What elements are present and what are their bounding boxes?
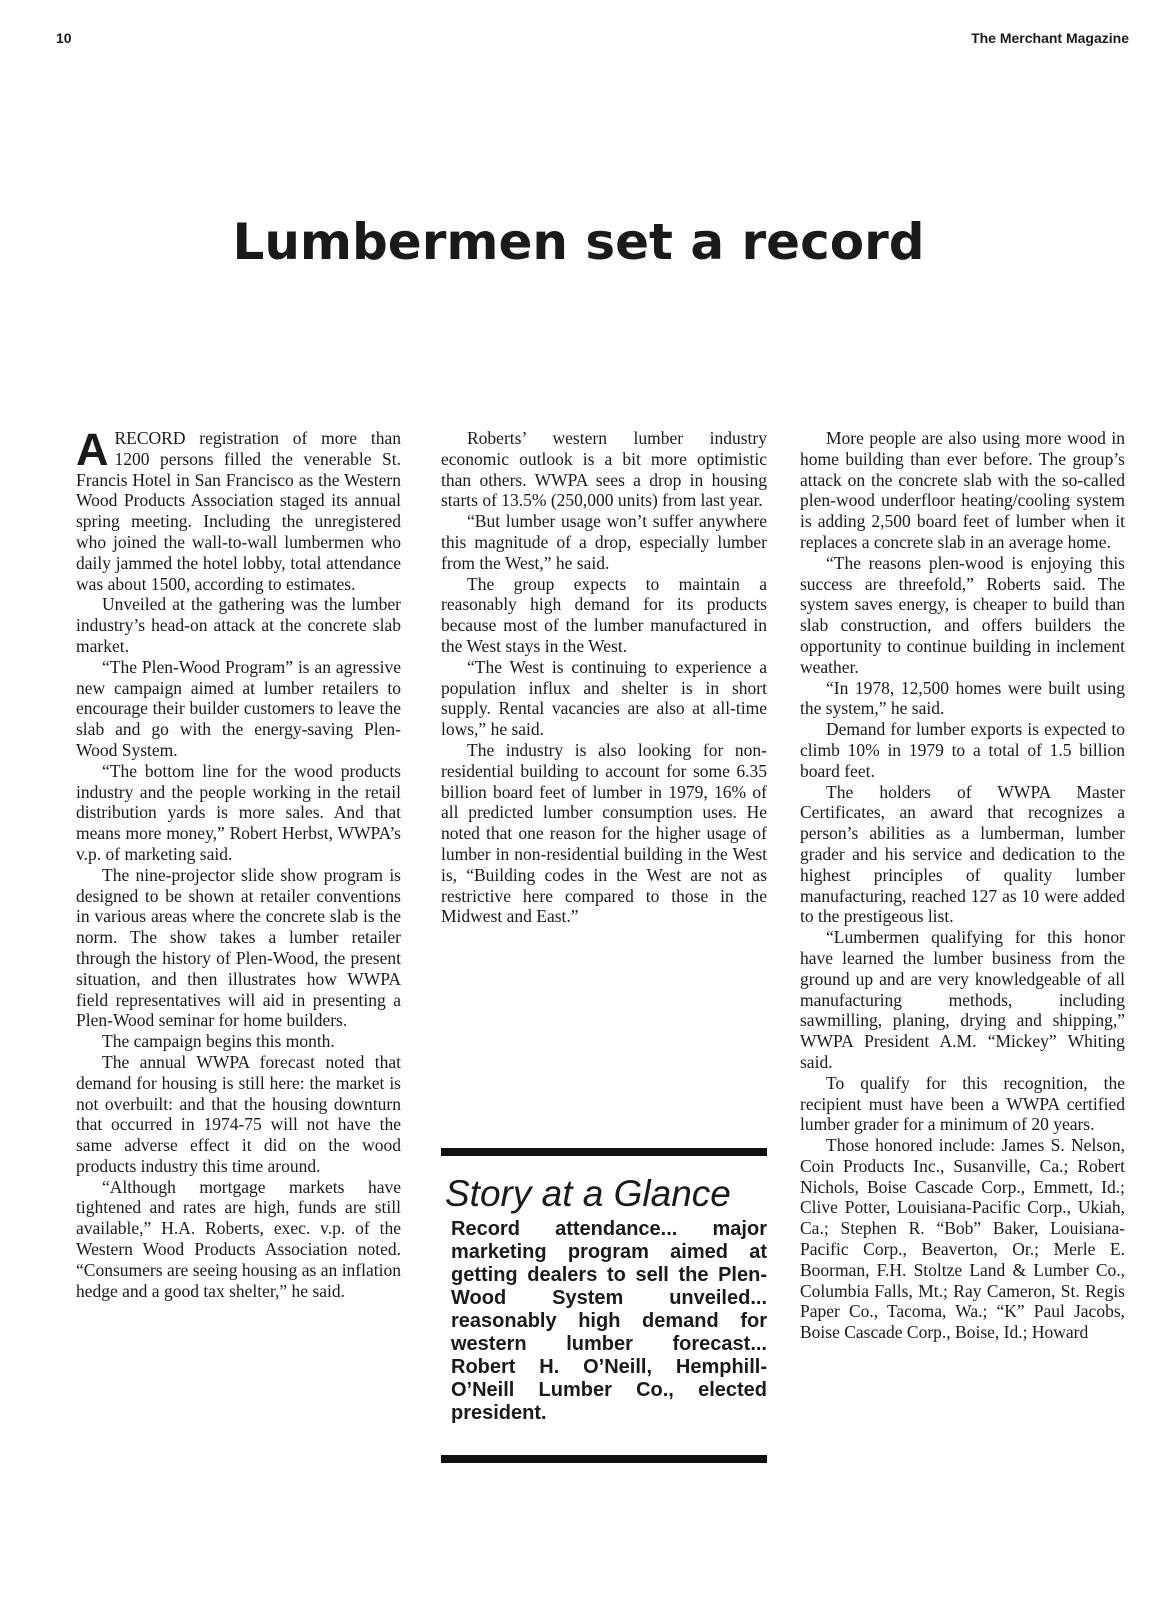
paragraph-text: RECORD registration of more than 1200 persons filled the venerable St. Francis Hotel in San Francisco as the Western Wood Products Association staged its annual spring meeting. Including the unregistered who joined the wall-to-wall lumbermen who daily jammed the hotel lobby, total attendance was about 1500, according to estimates. bbox=[76, 428, 401, 594]
article-column-1 bbox=[76, 424, 401, 1301]
paragraph: “The reasons plen-wood is enjoying this success are threefold,” Roberts said. The system saves energy, is cheaper to build than slab construction, and offers builders the opportunity to continue building in inclement weather. bbox=[800, 552, 1125, 677]
paragraph: The campaign begins this month. bbox=[102, 1031, 335, 1052]
paragraph: Unveiled at the gathering was the lumber industry’s head-on attack at the concrete slab market. bbox=[76, 594, 401, 656]
article-column-3 bbox=[800, 428, 1125, 1343]
top-rule bbox=[441, 1148, 767, 1156]
story-at-a-glance-box bbox=[441, 1148, 767, 1463]
paragraph: The group expects to maintain a reasonably high demand for its products because most of the lumber manufactured in the West stays in the West. bbox=[441, 573, 767, 656]
paragraph: “The Plen-Wood Program” is an agressive new campaign aimed at lumber retailers to encourage their builder customers to leave the slab and go with the energy-saving Plen-Wood System. bbox=[76, 656, 401, 760]
paragraph: The nine-projector slide show program is designed to be shown at retailer conventions in various areas where the concrete slab is the norm. The show takes a lumber retailer through the history of Plen-Wood, the present situation, and then illustrates how WWPA field representatives will aid in presenting a Plen-Wood seminar for home builders. bbox=[76, 864, 401, 1031]
paragraph: To qualify for this recognition, the recipient must have been a WWPA certified lumber grader for a minimum of 20 years. bbox=[800, 1072, 1125, 1135]
paragraph bbox=[76, 424, 401, 594]
paragraph: Those honored include: James S. Nelson, Coin Products Inc., Susanville, Ca.; Robert Nichols, Boise Cascade Corp., Emmett, Id.; Clive Potter, Louisiana-Pacific Corp., Ukiah, Ca.; Stephen R. “Bob” Baker, Louisiana-Pacific Corp., Beaverton, Or.; Merle E. Boorman, F.H. Stoltze Land & Lumber Co., Columbia Falls, Mt.; Ray Cameron, St. Regis Paper Co., Tacoma, Wa.; “K” Paul Jacobs, Boise Cascade Corp., Boise, Id.; Howard bbox=[800, 1135, 1125, 1343]
article-title: Lumbermen set a record bbox=[232, 213, 925, 271]
paragraph: More people are also using more wood in home building than ever before. The group’s attack on the concrete slab with the so-called plen-wood underfloor heating/cooling system is adding 2,500 board feet of lumber when it replaces a concrete slab in an average home. bbox=[800, 428, 1125, 552]
drop-cap: A bbox=[76, 424, 109, 475]
glance-title: Story at a Glance bbox=[445, 1173, 731, 1214]
paragraph: Demand for lumber exports is expected to climb 10% in 1979 to a total of 1.5 billion board feet. bbox=[800, 719, 1125, 781]
paragraph: The holders of WWPA Master Certificates, an award that recognizes a person’s abilities as a lumberman, lumber grader and his service and dedication to the highest principles of quality lumber manufacturing, reached 127 as 10 were added to the prestigeous list. bbox=[800, 781, 1125, 927]
article-column-2 bbox=[441, 428, 767, 927]
bottom-rule bbox=[441, 1455, 767, 1463]
paragraph: Roberts’ western lumber industry economic outlook is a bit more optimistic than others. WWPA sees a drop in housing starts of 13.5% (250,000 units) from last year. bbox=[441, 428, 767, 511]
page-number: 10 bbox=[56, 30, 72, 46]
page-header bbox=[56, 30, 1129, 54]
paragraph: The annual WWPA forecast noted that demand for housing is still here: the market is not overbuilt: and that the housing downturn that occurred in 1974-75 will not have the same adverse effect it did on the wood products industry this time around. bbox=[76, 1051, 401, 1176]
magazine-name: The Merchant Magazine bbox=[971, 30, 1129, 46]
paragraph: The industry is also looking for non-residential building to account for some 6.35 billion board feet of lumber in 1979, 16% of all predicted lumber consumption uses. He noted that one reason for the higher usage of lumber in non-residential building in the West is, “Building codes in the West are not as restrictive here compared to those in the Midwest and East.” bbox=[441, 739, 767, 927]
paragraph: “Lumbermen qualifying for this honor have learned the lumber business from the ground up and are very knowledgeable of all manufacturing methods, including sawmilling, planing, drying and shipping,” WWPA President A.M. “Mickey” Whiting said. bbox=[800, 927, 1125, 1072]
paragraph: “The bottom line for the wood products industry and the people working in the retail distribution yards is more sales. And that means more money,” Robert Herbst, WWPA’s v.p. of marketing said. bbox=[76, 760, 401, 864]
paragraph: “The West is continuing to experience a population influx and shelter is in short supply. Rental vacancies are also at all-time lows,” he said. bbox=[441, 656, 767, 740]
paragraph: “But lumber usage won’t suffer anywhere this magnitude of a drop, especially lumber from the West,” he said. bbox=[441, 511, 767, 573]
glance-summary: Record attendance... major marketing program aimed at getting dealers to sell the Plen-Wood System unveiled... reasonably high demand for western lumber forecast... Robert H. O’Neill, Hemphill-O’Neill Lumber Co., elected president. bbox=[451, 1218, 767, 1424]
paragraph: “In 1978, 12,500 homes were built using the system,” he said. bbox=[800, 677, 1125, 719]
paragraph: “Although mortgage markets have tightened and rates are high, funds are still available,” H.A. Roberts, exec. v.p. of the Western Wood Products Association noted. “Consumers are seeing housing as an inflation hedge and a good tax shelter,” he said. bbox=[76, 1176, 401, 1301]
